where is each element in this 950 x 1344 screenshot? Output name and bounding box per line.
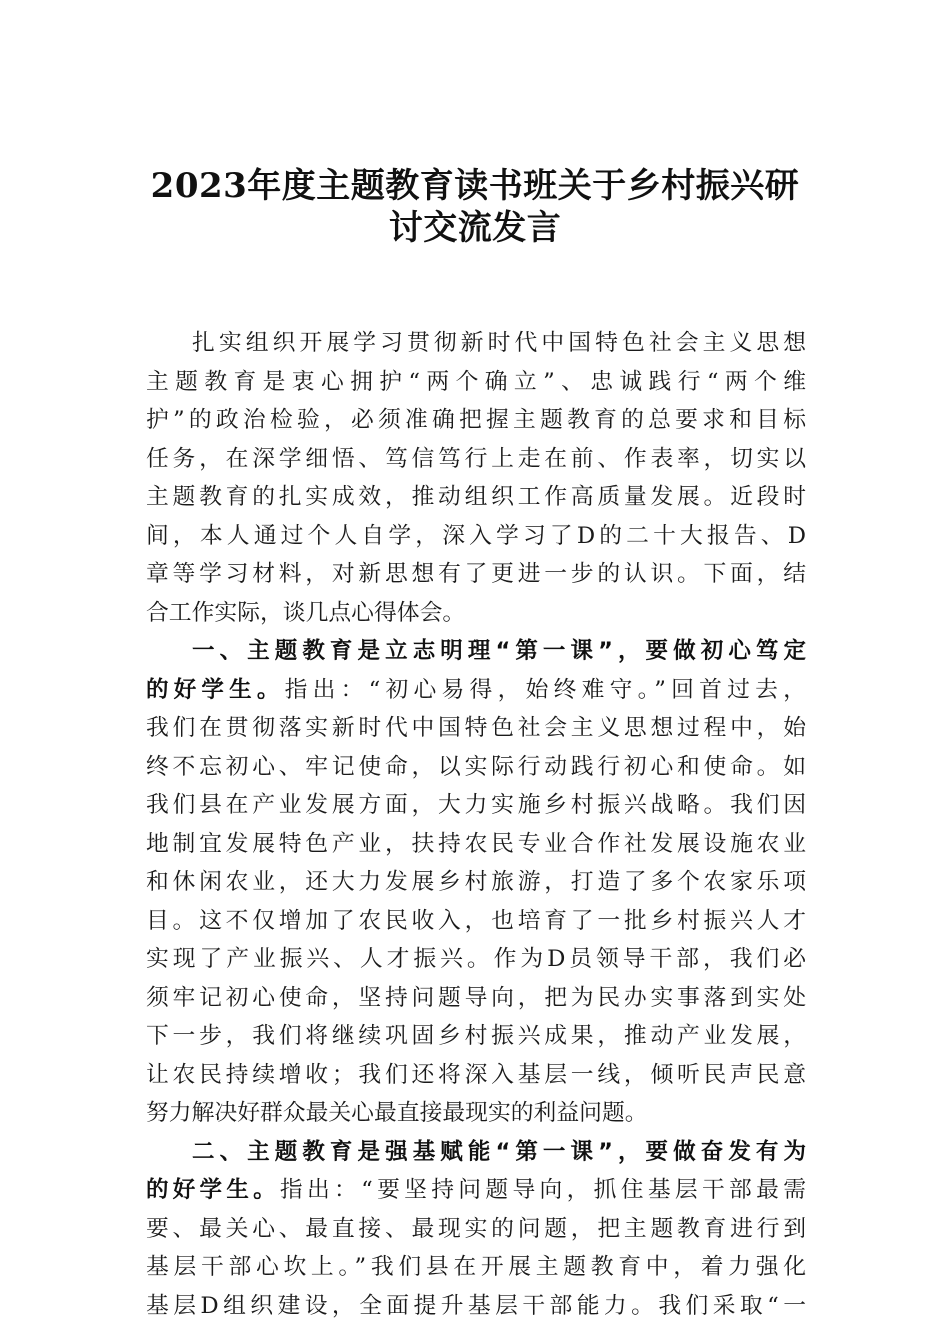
paragraph-text: 指出：“要坚持问题导向，抓住基层干部最需 (279, 1177, 806, 1203)
paragraph-line: 任务，在深学细悟、笃信笃行上走在前、作表率，切实以 (146, 445, 806, 472)
paragraph-line: 目。这不仅增加了农民收入，也培育了一批乡村振兴人才 (146, 907, 806, 934)
section-heading-2: 二、主题教育是强基赋能“第一课”，要做奋发有为 (192, 1138, 806, 1165)
paragraph-line: 我们县在产业发展方面，大力实施乡村振兴战略。我们因 (146, 792, 806, 818)
section-heading-2-end: 的好学生。 (146, 1177, 280, 1203)
paragraph-line: 要、最关心、最直接、最现实的问题，把主题教育进行到 (146, 1215, 806, 1242)
paragraph-line (146, 671, 806, 710)
document-title-line-1: 2023年度主题教育读书班关于乡村振兴研 (150, 166, 800, 206)
section-heading-1: 一、主题教育是立志明理“第一课”，要做初心笃定 (192, 638, 806, 664)
document-body (146, 324, 806, 1325)
paragraph-line: 和休闲农业，还大力发展乡村旅游，打造了多个农家乐项 (146, 869, 806, 895)
paragraph-line: 终不忘初心、牢记使命，以实际行动践行初心和使命。如 (146, 753, 806, 780)
paragraph-line: 地制宜发展特色产业，扶持农民专业合作社发展设施农业 (146, 830, 806, 857)
paragraph-line: 须牢记初心使命，坚持问题导向，把为民办实事落到实处 (146, 984, 806, 1011)
paragraph-line: 主题教育的扎实成效，推动组织工作高质量发展。近段时 (146, 484, 806, 510)
paragraph-line: 我们在贯彻落实新时代中国特色社会主义思想过程中，始 (146, 715, 806, 741)
paragraph-line: 基层干部心坎上。”我们县在开展主题教育中，着力强化 (146, 1254, 806, 1280)
paragraph-line (146, 1171, 806, 1210)
paragraph-line: 扎实组织开展学习贯彻新时代中国特色社会主义思想 (192, 330, 806, 356)
document-title-line-2: 讨交流发言 (388, 208, 562, 248)
paragraph-line: 章等学习材料，对新思想有了更进一步的认识。下面，结 (146, 561, 806, 587)
section-heading-1-end: 的好学生。 (146, 676, 285, 703)
paragraph-line: 合工作实际，谈几点心得体会。 (146, 599, 466, 626)
paragraph-line: 让农民持续增收；我们还将深入基层一线，倾听民声民意 (146, 1061, 806, 1088)
paragraph-line: 主题教育是衷心拥护“两个确立”、忠诚践行“两个维 (146, 368, 806, 395)
paragraph-line: 间，本人通过个人自学，深入学习了D的二十大报告、D (146, 522, 806, 549)
paragraph-line: 努力解决好群众最关心最直接最现实的利益问题。 (146, 1100, 648, 1126)
paragraph-line: 下一步，我们将继续巩固乡村振兴成果，推动产业发展， (146, 1023, 806, 1049)
paragraph-line: 基层D组织建设，全面提升基层干部能力。我们采取“一 (146, 1292, 806, 1319)
paragraph-text: 指出：“初心易得，始终难守。”回首过去， (284, 676, 806, 703)
paragraph-line: 护”的政治检验，必须准确把握主题教育的总要求和目标 (146, 407, 806, 433)
paragraph-line: 实现了产业振兴、人才振兴。作为D员领导干部，我们必 (146, 946, 806, 972)
